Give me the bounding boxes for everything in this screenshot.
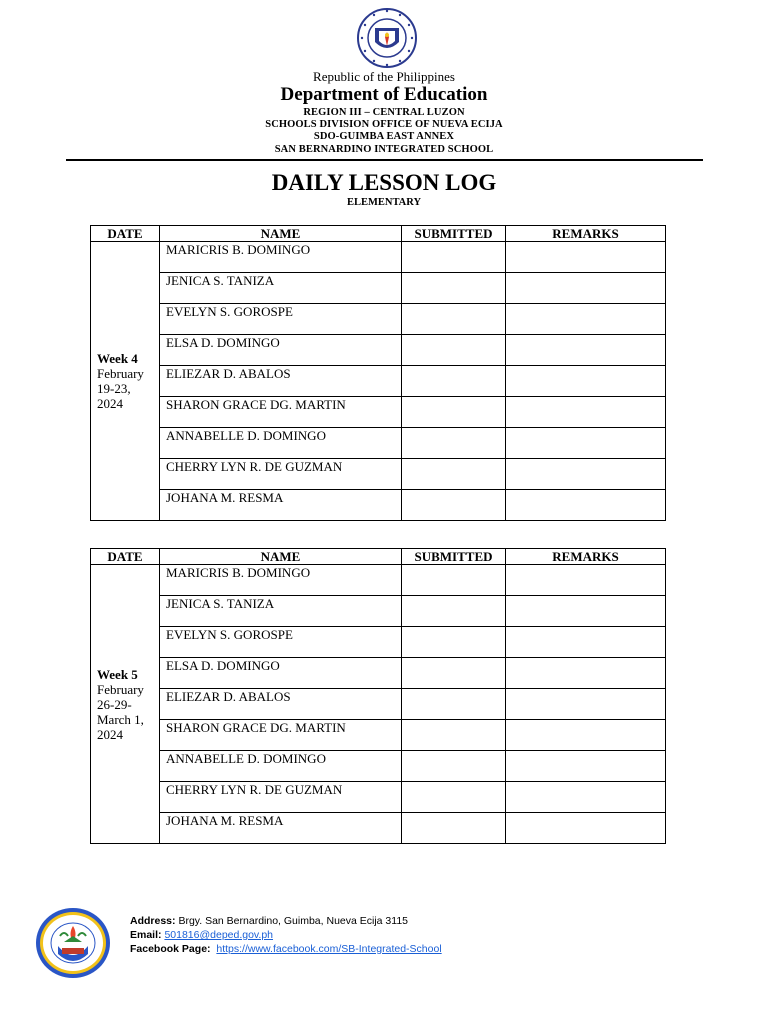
table-row [91, 813, 666, 844]
remarks-cell[interactable] [506, 751, 666, 782]
submitted-cell[interactable] [402, 335, 506, 366]
table-header-row [91, 549, 666, 565]
table-row [91, 366, 666, 397]
column-header-remarks: REMARKS [506, 226, 666, 242]
footer-facebook-line [130, 942, 442, 956]
school-logo-icon [34, 906, 112, 980]
name-cell: EVELYN S. GOROSPE [160, 304, 402, 335]
region-line: REGION III – CENTRAL LUZON [303, 107, 465, 118]
footer-contact [130, 914, 442, 956]
table-row [91, 490, 666, 521]
name-cell: ELIEZAR D. ABALOS [160, 689, 402, 720]
name-cell: CHERRY LYN R. DE GUZMAN [160, 782, 402, 813]
remarks-cell[interactable] [506, 273, 666, 304]
submitted-cell[interactable] [402, 720, 506, 751]
remarks-cell[interactable] [506, 304, 666, 335]
submitted-cell[interactable] [402, 304, 506, 335]
submitted-cell[interactable] [402, 397, 506, 428]
table-row [91, 428, 666, 459]
name-cell: ANNABELLE D. DOMINGO [160, 428, 402, 459]
submitted-cell[interactable] [402, 366, 506, 397]
submitted-cell[interactable] [402, 813, 506, 844]
email-label: Email: [130, 929, 162, 941]
remarks-cell[interactable] [506, 658, 666, 689]
name-cell: JENICA S. TANIZA [160, 273, 402, 304]
week-label: Week 5 [97, 666, 138, 682]
remarks-cell[interactable] [506, 397, 666, 428]
name-cell: ELSA D. DOMINGO [160, 335, 402, 366]
name-cell: ANNABELLE D. DOMINGO [160, 751, 402, 782]
table-row [91, 658, 666, 689]
table-row [91, 273, 666, 304]
submitted-cell[interactable] [402, 428, 506, 459]
name-cell: SHARON GRACE DG. MARTIN [160, 720, 402, 751]
table-row [91, 596, 666, 627]
name-cell: JOHANA M. RESMA [160, 813, 402, 844]
name-cell: EVELYN S. GOROSPE [160, 627, 402, 658]
header-divider [66, 159, 703, 161]
remarks-cell[interactable] [506, 335, 666, 366]
date-line: 2024 [97, 726, 123, 742]
date-line: 2024 [97, 396, 123, 411]
name-cell: MARICRIS B. DOMINGO [160, 565, 402, 596]
footer-email-line [130, 928, 442, 942]
date-line: March 1, [97, 711, 144, 727]
district-line: SDO-GUIMBA EAST ANNEX [313, 131, 455, 142]
table-header-row [91, 226, 666, 242]
submitted-cell[interactable] [402, 627, 506, 658]
name-cell: MARICRIS B. DOMINGO [160, 242, 402, 273]
date-line: February [97, 681, 144, 697]
table-row [91, 242, 666, 273]
submitted-cell[interactable] [402, 751, 506, 782]
name-cell: JENICA S. TANIZA [160, 596, 402, 627]
week-label: Week 4 [97, 351, 138, 366]
remarks-cell[interactable] [506, 366, 666, 397]
lesson-log-table-week-5 [90, 548, 666, 844]
date-cell [91, 242, 160, 521]
remarks-cell[interactable] [506, 720, 666, 751]
name-cell: CHERRY LYN R. DE GUZMAN [160, 459, 402, 490]
document-title: DAILY LESSON LOG [271, 170, 497, 195]
lesson-log-table-week-4 [90, 225, 666, 521]
table-row [91, 720, 666, 751]
column-header-date: DATE [91, 226, 160, 242]
submitted-cell[interactable] [402, 782, 506, 813]
footer-address-line [130, 914, 442, 928]
submitted-cell[interactable] [402, 242, 506, 273]
address-value: Brgy. San Bernardino, Guimba, Nueva Ecija 3115 [178, 915, 409, 927]
submitted-cell[interactable] [402, 689, 506, 720]
remarks-cell[interactable] [506, 596, 666, 627]
submitted-cell[interactable] [402, 596, 506, 627]
table-row [91, 627, 666, 658]
submitted-cell[interactable] [402, 490, 506, 521]
name-cell: SHARON GRACE DG. MARTIN [160, 397, 402, 428]
name-cell: JOHANA M. RESMA [160, 490, 402, 521]
column-header-name: NAME [160, 226, 402, 242]
document-level: ELEMENTARY [346, 197, 422, 208]
address-label: Address: [130, 915, 176, 927]
remarks-cell[interactable] [506, 242, 666, 273]
school-line: SAN BERNARDINO INTEGRATED SCHOOL [274, 144, 494, 155]
name-cell: ELIEZAR D. ABALOS [160, 366, 402, 397]
table-row [91, 565, 666, 596]
column-header-name: NAME [160, 549, 402, 565]
table-row [91, 459, 666, 490]
date-cell [91, 565, 160, 844]
division-line: SCHOOLS DIVISION OFFICE OF NUEVA ECIJA [265, 119, 503, 130]
remarks-cell[interactable] [506, 782, 666, 813]
remarks-cell[interactable] [506, 689, 666, 720]
submitted-cell[interactable] [402, 273, 506, 304]
table-row [91, 304, 666, 335]
submitted-cell[interactable] [402, 459, 506, 490]
table-row [91, 782, 666, 813]
facebook-label: Facebook Page: [130, 943, 211, 955]
remarks-cell[interactable] [506, 459, 666, 490]
department-name: Department of Education [280, 84, 488, 105]
deped-seal-icon [357, 6, 417, 70]
remarks-cell[interactable] [506, 565, 666, 596]
table-row [91, 397, 666, 428]
facebook-link[interactable]: https://www.facebook.com/SB-Integrated-School [216, 943, 442, 955]
email-link[interactable]: 501816@deped.gov.ph [164, 929, 273, 941]
remarks-cell[interactable] [506, 627, 666, 658]
table-row [91, 689, 666, 720]
date-line: 26-29- [97, 696, 132, 712]
table-row [91, 335, 666, 366]
column-header-submitted: SUBMITTED [402, 549, 506, 565]
date-line: February [97, 366, 144, 381]
name-cell: ELSA D. DOMINGO [160, 658, 402, 689]
column-header-date: DATE [91, 549, 160, 565]
column-header-submitted: SUBMITTED [402, 226, 506, 242]
remarks-cell[interactable] [506, 813, 666, 844]
republic-line: Republic of the Philippines [313, 69, 455, 84]
remarks-cell[interactable] [506, 428, 666, 459]
submitted-cell[interactable] [402, 658, 506, 689]
remarks-cell[interactable] [506, 490, 666, 521]
column-header-remarks: REMARKS [506, 549, 666, 565]
table-row [91, 751, 666, 782]
date-line: 19-23, [97, 381, 131, 396]
submitted-cell[interactable] [402, 565, 506, 596]
